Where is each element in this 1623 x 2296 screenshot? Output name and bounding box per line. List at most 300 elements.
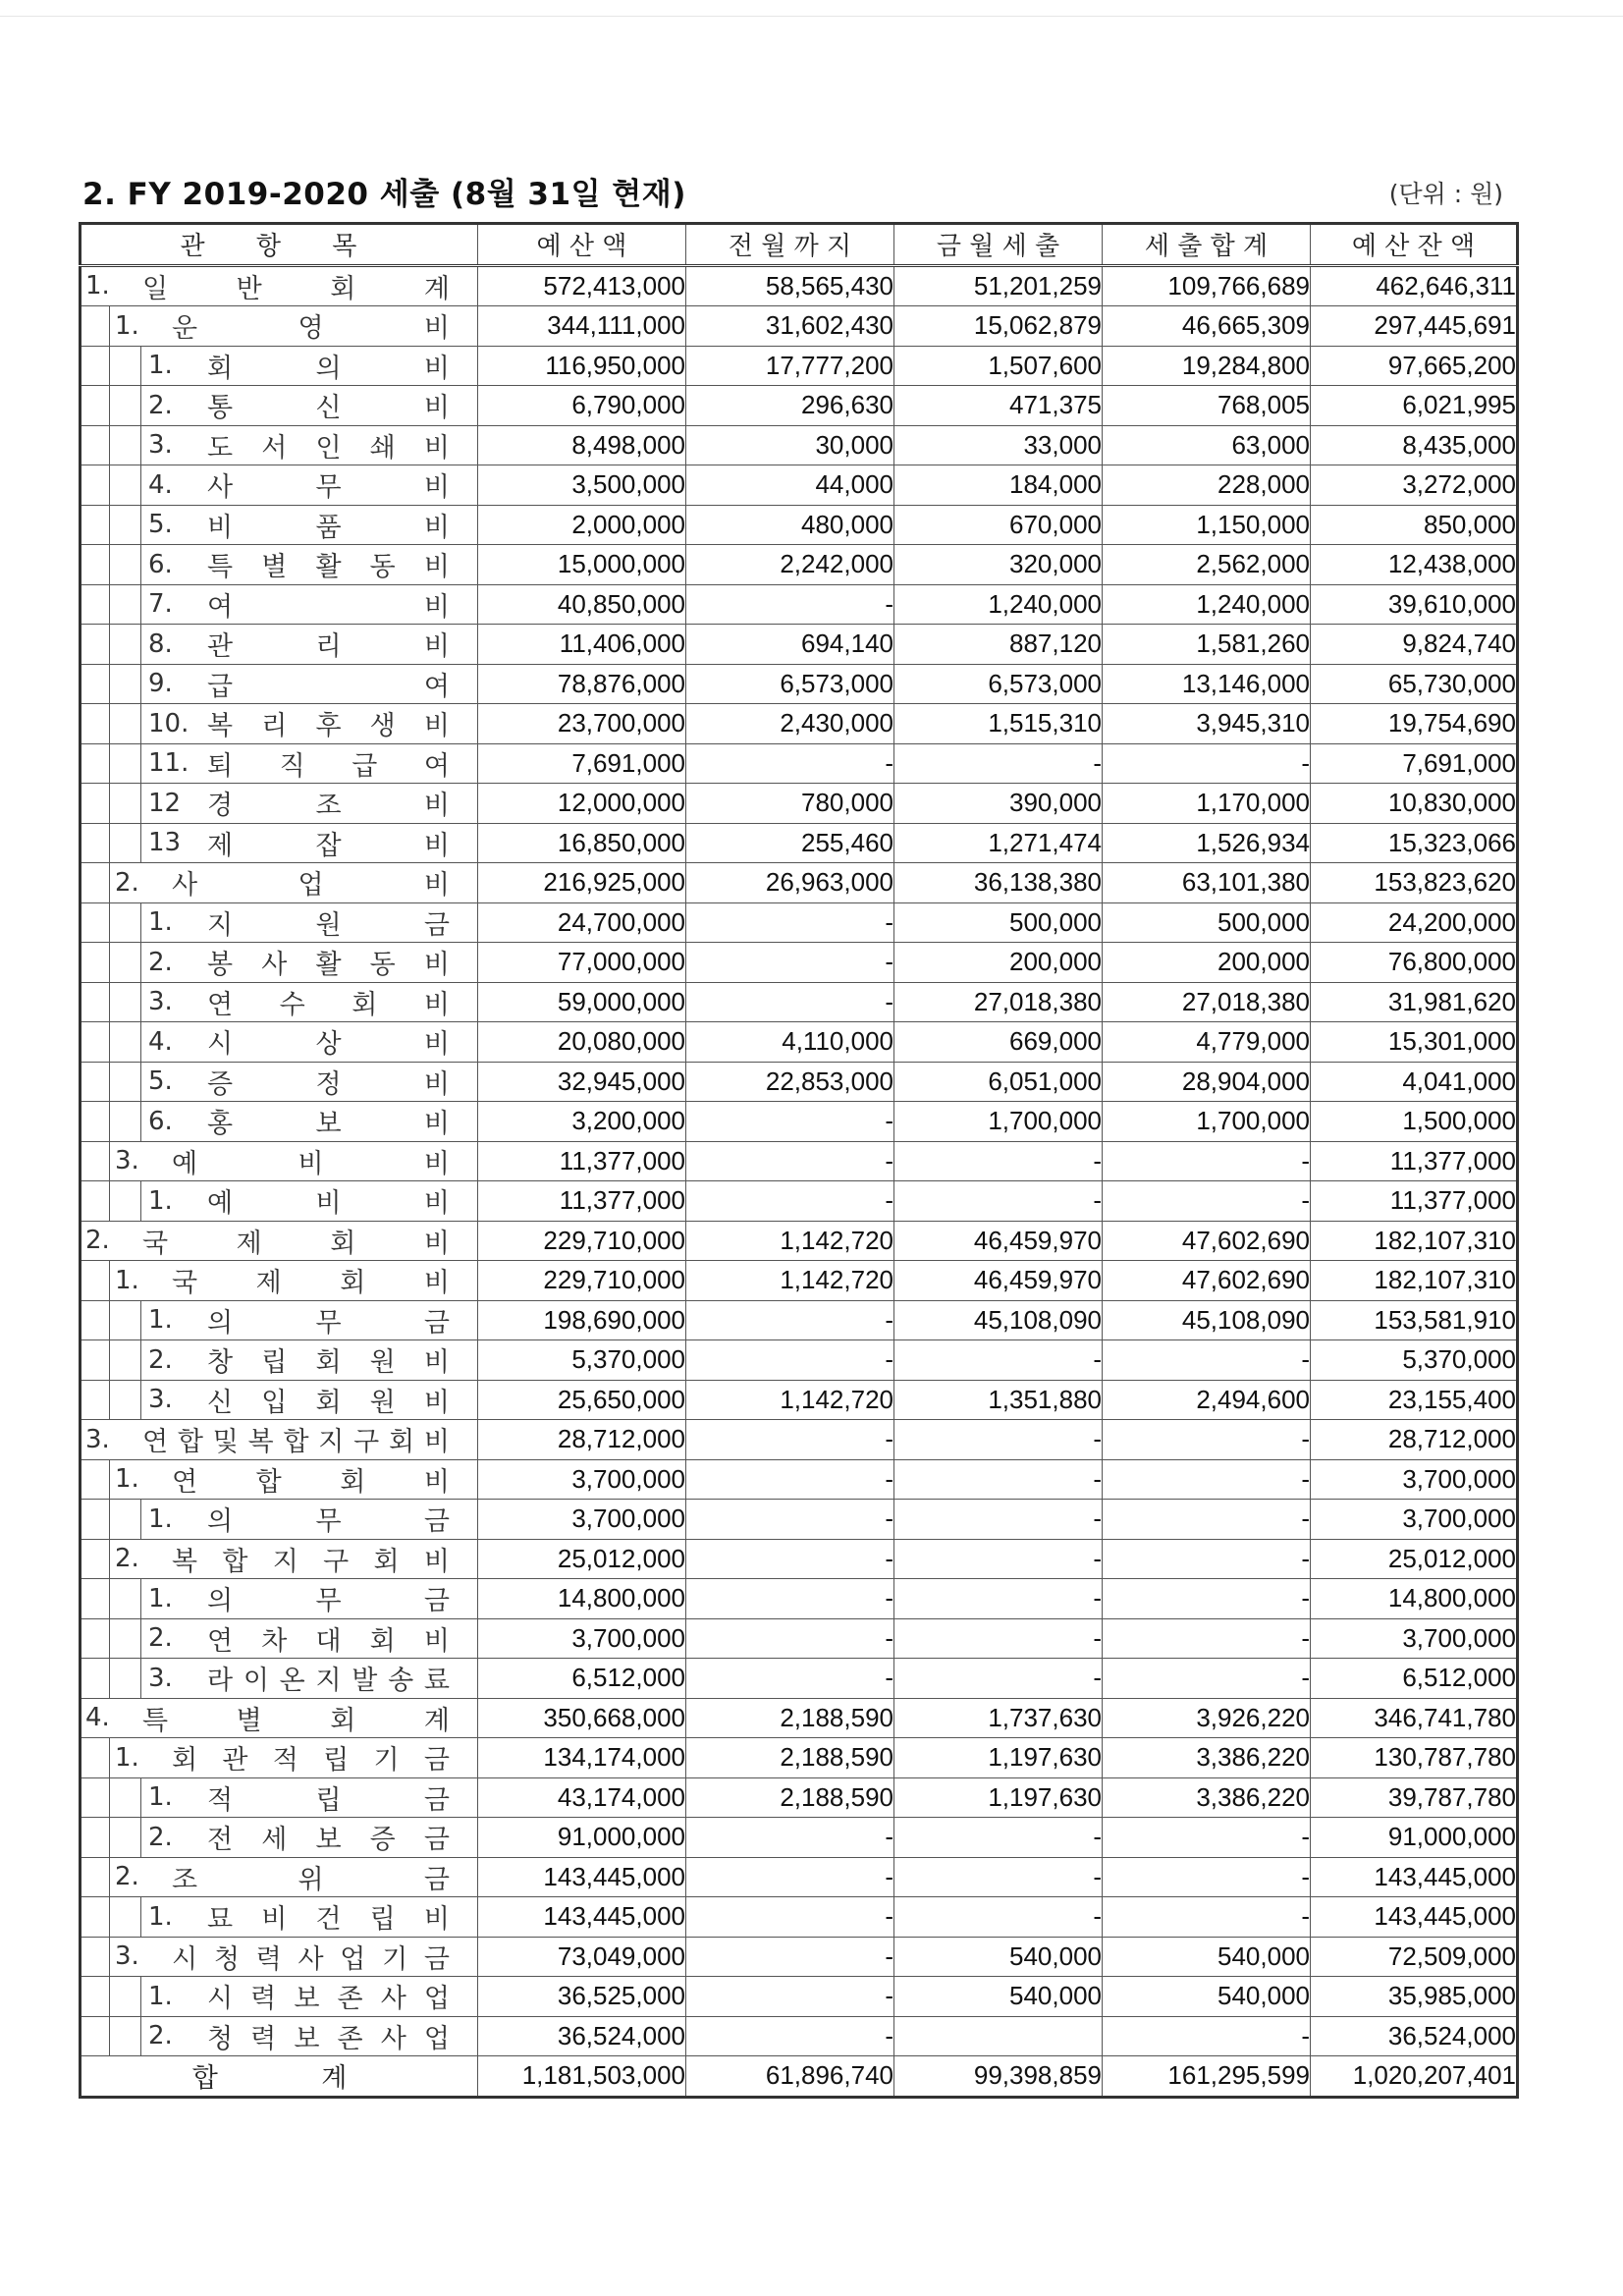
- cell-total: -: [1103, 1579, 1311, 1619]
- cell-budget: 91,000,000: [478, 1818, 686, 1858]
- cell-budget: 3,200,000: [478, 1102, 686, 1142]
- cell-prev: -: [686, 1141, 894, 1181]
- row-category: [81, 306, 478, 347]
- indent-rule: [109, 585, 110, 625]
- cell-prev: -: [686, 982, 894, 1022]
- cell-total: 768,005: [1103, 386, 1311, 426]
- cell-prev: 44,000: [686, 465, 894, 506]
- cell-month: 1,515,310: [894, 704, 1103, 744]
- indent-rule: [109, 1659, 110, 1698]
- table-row: [81, 1141, 1518, 1181]
- cell-total: 63,101,380: [1103, 863, 1311, 903]
- row-name: 통 신 비: [207, 393, 450, 424]
- row-category: [81, 1022, 478, 1063]
- table-row: [81, 784, 1518, 824]
- table-row: [81, 1300, 1518, 1340]
- cell-prev: -: [686, 1897, 894, 1938]
- row-name: 제 잡 비: [207, 830, 450, 861]
- table-row: [81, 863, 1518, 903]
- header-budget: 예 산 액: [478, 224, 686, 266]
- indent-rule: [109, 1301, 110, 1340]
- cell-balance: 143,445,000: [1311, 1897, 1518, 1938]
- cell-month: 46,459,970: [894, 1221, 1103, 1261]
- row-category: [81, 1977, 478, 2017]
- cell-month: -: [894, 1618, 1103, 1659]
- cell-total: 3,386,220: [1103, 1777, 1311, 1818]
- cell-balance: 39,610,000: [1311, 584, 1518, 625]
- indent-rule: [140, 1022, 141, 1062]
- row-name: 회 의 비: [207, 353, 450, 384]
- grand-total-month: 99,398,859: [894, 2056, 1103, 2098]
- cell-month: 45,108,090: [894, 1300, 1103, 1340]
- row-category: [81, 902, 478, 943]
- cell-budget: 11,406,000: [478, 625, 686, 665]
- cell-balance: 3,272,000: [1311, 465, 1518, 506]
- page-edge: [0, 0, 1623, 17]
- cell-month: 540,000: [894, 1977, 1103, 2017]
- indent-rule: [109, 903, 110, 943]
- row-name: 시 청 력 사 업 기 금: [172, 1943, 450, 1975]
- cell-month: 1,351,880: [894, 1380, 1103, 1420]
- row-number: 9.: [148, 669, 173, 699]
- header-balance: 예 산 잔 액: [1311, 224, 1518, 266]
- cell-budget: 7,691,000: [478, 743, 686, 784]
- cell-total: -: [1103, 1659, 1311, 1699]
- table-row: [81, 1102, 1518, 1142]
- indent-rule: [109, 625, 110, 664]
- page-title: 2. FY 2019-2020 세출 (8월 31일 현재): [82, 177, 686, 212]
- row-category: [81, 704, 478, 744]
- row-number: 1.: [85, 271, 110, 301]
- row-number: 3.: [148, 430, 173, 461]
- table-row: [81, 1261, 1518, 1301]
- cell-budget: 36,524,000: [478, 2016, 686, 2056]
- indent-rule: [140, 943, 141, 982]
- table-row: [81, 425, 1518, 465]
- indent-rule: [109, 2017, 110, 2056]
- row-category: [81, 1579, 478, 1619]
- table-row: [81, 1659, 1518, 1699]
- cell-budget: 6,512,000: [478, 1659, 686, 1699]
- row-name: 시 상 비: [207, 1029, 450, 1061]
- expenditure-table: [79, 222, 1519, 2099]
- cell-prev: -: [686, 1977, 894, 2017]
- cell-prev: -: [686, 1857, 894, 1897]
- cell-budget: 28,712,000: [478, 1420, 686, 1460]
- cell-total: -: [1103, 1459, 1311, 1500]
- cell-total: 3,926,220: [1103, 1698, 1311, 1738]
- row-name: 의 무 금: [207, 1506, 450, 1538]
- row-name: 일 반 회 계: [142, 273, 450, 304]
- cell-total: 28,904,000: [1103, 1062, 1311, 1102]
- indent-rule: [140, 585, 141, 625]
- cell-prev: 2,242,000: [686, 545, 894, 585]
- cell-month: 540,000: [894, 1937, 1103, 1977]
- table-row: [81, 306, 1518, 347]
- cell-month: 320,000: [894, 545, 1103, 585]
- cell-balance: 6,512,000: [1311, 1659, 1518, 1699]
- row-name: 복 합 지 구 회 비: [172, 1546, 450, 1577]
- row-name: 특 별 활 동 비: [207, 552, 450, 583]
- indent-rule: [109, 1181, 110, 1221]
- cell-total: -: [1103, 1141, 1311, 1181]
- cell-budget: 14,800,000: [478, 1579, 686, 1619]
- cell-balance: 3,700,000: [1311, 1459, 1518, 1500]
- cell-balance: 346,741,780: [1311, 1698, 1518, 1738]
- table-row: [81, 943, 1518, 983]
- cell-balance: 28,712,000: [1311, 1420, 1518, 1460]
- indent-rule: [140, 784, 141, 823]
- row-number: 1.: [148, 351, 173, 381]
- cell-total: 540,000: [1103, 1977, 1311, 2017]
- indent-rule: [109, 1261, 110, 1300]
- row-name: 신 입 회 원 비: [207, 1387, 450, 1418]
- indent-rule: [109, 824, 110, 863]
- table-row: [81, 704, 1518, 744]
- row-number: 1.: [115, 1742, 139, 1773]
- cell-total: -: [1103, 1818, 1311, 1858]
- indent-rule: [109, 665, 110, 704]
- indent-rule: [140, 1063, 141, 1102]
- row-number: 3.: [148, 987, 173, 1017]
- grand-total-total: 161,295,599: [1103, 2056, 1311, 2098]
- row-name: 의 무 금: [207, 1586, 450, 1617]
- row-number: 2.: [148, 947, 173, 977]
- row-name: 홍 보 비: [207, 1109, 450, 1140]
- row-category: [81, 1340, 478, 1381]
- row-name: 연 차 대 회 비: [207, 1625, 450, 1657]
- table-row: [81, 625, 1518, 665]
- row-number: 1.: [148, 1185, 173, 1216]
- row-number: 5.: [148, 1066, 173, 1097]
- cell-prev: -: [686, 1818, 894, 1858]
- indent-rule: [140, 1619, 141, 1659]
- cell-total: 1,170,000: [1103, 784, 1311, 824]
- indent-rule: [109, 1540, 110, 1579]
- cell-budget: 24,700,000: [478, 902, 686, 943]
- row-number: 1.: [115, 310, 139, 341]
- row-category: [81, 386, 478, 426]
- cell-budget: 59,000,000: [478, 982, 686, 1022]
- indent-rule: [140, 665, 141, 704]
- row-category: [81, 465, 478, 506]
- row-name: 경 조 비: [207, 791, 450, 822]
- table-row: [81, 1380, 1518, 1420]
- cell-total: 19,284,800: [1103, 346, 1311, 386]
- row-category: [81, 1500, 478, 1540]
- cell-prev: -: [686, 1539, 894, 1579]
- cell-month: 46,459,970: [894, 1261, 1103, 1301]
- cell-month: -: [894, 1141, 1103, 1181]
- cell-month: 887,120: [894, 625, 1103, 665]
- cell-month: 33,000: [894, 425, 1103, 465]
- cell-balance: 24,200,000: [1311, 902, 1518, 943]
- row-number: 10.: [148, 708, 189, 738]
- row-name: 예 비 비: [172, 1148, 450, 1179]
- cell-total: 500,000: [1103, 902, 1311, 943]
- indent-rule: [109, 1460, 110, 1500]
- row-category: [81, 1141, 478, 1181]
- grand-total-balance: 1,020,207,401: [1311, 2056, 1518, 2098]
- cell-month: 15,062,879: [894, 306, 1103, 347]
- table-row: [81, 1738, 1518, 1778]
- cell-month: 500,000: [894, 902, 1103, 943]
- row-category: [81, 1777, 478, 1818]
- row-category: [81, 1818, 478, 1858]
- cell-balance: 8,435,000: [1311, 425, 1518, 465]
- cell-budget: 73,049,000: [478, 1937, 686, 1977]
- cell-balance: 11,377,000: [1311, 1141, 1518, 1181]
- row-number: 5.: [148, 510, 173, 540]
- cell-month: -: [894, 1420, 1103, 1460]
- cell-budget: 36,525,000: [478, 1977, 686, 2017]
- indent-rule: [140, 1181, 141, 1221]
- row-name: 운 영 비: [172, 313, 450, 345]
- cell-total: -: [1103, 1857, 1311, 1897]
- row-number: 2.: [148, 1344, 173, 1375]
- cell-month: 390,000: [894, 784, 1103, 824]
- row-category: [81, 943, 478, 983]
- cell-balance: 35,985,000: [1311, 1977, 1518, 2017]
- cell-budget: 5,370,000: [478, 1340, 686, 1381]
- row-name: 조 위 금: [172, 1864, 450, 1895]
- table-row: [81, 2016, 1518, 2056]
- row-number: 1.: [148, 1583, 173, 1613]
- cell-balance: 6,021,995: [1311, 386, 1518, 426]
- row-number: 2.: [115, 867, 139, 898]
- cell-budget: 3,700,000: [478, 1459, 686, 1500]
- cell-prev: 58,565,430: [686, 265, 894, 306]
- cell-budget: 32,945,000: [478, 1062, 686, 1102]
- row-number: 13: [148, 828, 182, 858]
- row-category: [81, 545, 478, 585]
- table-row: [81, 1181, 1518, 1222]
- row-category: [81, 2016, 478, 2056]
- indent-rule: [140, 744, 141, 784]
- cell-budget: 116,950,000: [478, 346, 686, 386]
- cell-month: [894, 2016, 1103, 2056]
- cell-balance: 297,445,691: [1311, 306, 1518, 347]
- row-name: 적 립 금: [207, 1784, 450, 1816]
- row-number: 4.: [148, 1026, 173, 1057]
- row-category: [81, 982, 478, 1022]
- table-row: [81, 545, 1518, 585]
- cell-total: 27,018,380: [1103, 982, 1311, 1022]
- row-number: 1.: [148, 1901, 173, 1932]
- row-category: [81, 1539, 478, 1579]
- header-total: 세 출 합 계: [1103, 224, 1311, 266]
- indent-rule: [140, 347, 141, 386]
- cell-budget: 350,668,000: [478, 1698, 686, 1738]
- row-category: [81, 425, 478, 465]
- row-number: 3.: [115, 1941, 139, 1972]
- indent-rule: [140, 426, 141, 465]
- cell-balance: 143,445,000: [1311, 1857, 1518, 1897]
- row-category: [81, 1459, 478, 1500]
- table-row: [81, 743, 1518, 784]
- table-row: [81, 465, 1518, 506]
- row-number: 7.: [148, 589, 173, 620]
- cell-total: -: [1103, 1340, 1311, 1381]
- cell-budget: 572,413,000: [478, 265, 686, 306]
- cell-month: 670,000: [894, 505, 1103, 545]
- row-category: [81, 1738, 478, 1778]
- row-number: 2.: [148, 1822, 173, 1852]
- row-number: 3.: [148, 1663, 173, 1693]
- header-category: 관 항 목: [81, 224, 478, 266]
- cell-total: 1,150,000: [1103, 505, 1311, 545]
- table-row: [81, 1937, 1518, 1977]
- indent-rule: [109, 943, 110, 982]
- row-number: 3.: [85, 1424, 110, 1454]
- row-category: [81, 1857, 478, 1897]
- row-number: 12: [148, 788, 182, 818]
- cell-budget: 78,876,000: [478, 664, 686, 704]
- indent-rule: [140, 2017, 141, 2056]
- row-number: 1.: [148, 1305, 173, 1336]
- indent-rule: [109, 1102, 110, 1141]
- row-category: [81, 823, 478, 863]
- cell-prev: -: [686, 2016, 894, 2056]
- indent-rule: [109, 1579, 110, 1618]
- cell-budget: 12,000,000: [478, 784, 686, 824]
- cell-balance: 153,581,910: [1311, 1300, 1518, 1340]
- cell-month: 1,197,630: [894, 1777, 1103, 1818]
- table-row: [81, 386, 1518, 426]
- table-row: [81, 1618, 1518, 1659]
- row-name: 사 업 비: [172, 870, 450, 902]
- indent-rule: [140, 1301, 141, 1340]
- grand-total-prev: 61,896,740: [686, 2056, 894, 2098]
- cell-balance: 1,500,000: [1311, 1102, 1518, 1142]
- cell-balance: 850,000: [1311, 505, 1518, 545]
- table-row: [81, 823, 1518, 863]
- cell-balance: 39,787,780: [1311, 1777, 1518, 1818]
- cell-budget: 16,850,000: [478, 823, 686, 863]
- cell-prev: -: [686, 1102, 894, 1142]
- cell-month: 1,271,474: [894, 823, 1103, 863]
- cell-budget: 25,650,000: [478, 1380, 686, 1420]
- row-category: [81, 1698, 478, 1738]
- indent-rule: [140, 1778, 141, 1818]
- cell-total: 109,766,689: [1103, 265, 1311, 306]
- cell-total: -: [1103, 2016, 1311, 2056]
- cell-prev: 2,430,000: [686, 704, 894, 744]
- indent-rule: [109, 465, 110, 505]
- cell-month: -: [894, 1818, 1103, 1858]
- table-row: [81, 982, 1518, 1022]
- row-name: 의 무 금: [207, 1307, 450, 1339]
- cell-balance: 11,377,000: [1311, 1181, 1518, 1222]
- row-category: [81, 1618, 478, 1659]
- cell-prev: 255,460: [686, 823, 894, 863]
- cell-budget: 77,000,000: [478, 943, 686, 983]
- cell-total: 200,000: [1103, 943, 1311, 983]
- indent-rule: [140, 386, 141, 425]
- indent-rule: [140, 625, 141, 664]
- indent-rule: [140, 1659, 141, 1698]
- cell-budget: 3,700,000: [478, 1500, 686, 1540]
- cell-prev: -: [686, 1340, 894, 1381]
- table-row: [81, 346, 1518, 386]
- indent-rule: [140, 983, 141, 1022]
- cell-total: -: [1103, 1181, 1311, 1222]
- cell-prev: 780,000: [686, 784, 894, 824]
- table-row: [81, 1977, 1518, 2017]
- cell-prev: -: [686, 902, 894, 943]
- cell-prev: -: [686, 743, 894, 784]
- row-category: [81, 1300, 478, 1340]
- row-name: 묘 비 건 립 비: [207, 1904, 450, 1936]
- cell-month: 51,201,259: [894, 265, 1103, 306]
- table-row: [81, 664, 1518, 704]
- row-name: 시 력 보 존 사 업: [207, 1984, 450, 2015]
- cell-prev: 17,777,200: [686, 346, 894, 386]
- cell-total: 1,700,000: [1103, 1102, 1311, 1142]
- row-category: [81, 1420, 478, 1460]
- row-name: 봉 사 활 동 비: [207, 950, 450, 981]
- cell-total: -: [1103, 1618, 1311, 1659]
- table-row: [81, 1221, 1518, 1261]
- row-name: 지 원 금: [207, 909, 450, 941]
- row-number: 11.: [148, 748, 189, 779]
- row-category: [81, 505, 478, 545]
- indent-rule: [109, 306, 110, 346]
- cell-total: -: [1103, 1897, 1311, 1938]
- row-category: [81, 346, 478, 386]
- cell-prev: 2,188,590: [686, 1698, 894, 1738]
- row-number: 2.: [148, 1623, 173, 1654]
- row-category: [81, 784, 478, 824]
- cell-month: 200,000: [894, 943, 1103, 983]
- row-category: [81, 1659, 478, 1699]
- cell-prev: 296,630: [686, 386, 894, 426]
- cell-month: 1,507,600: [894, 346, 1103, 386]
- row-number: 1.: [148, 1782, 173, 1813]
- row-name: 복 리 후 생 비: [207, 711, 450, 742]
- cell-total: 63,000: [1103, 425, 1311, 465]
- cell-balance: 130,787,780: [1311, 1738, 1518, 1778]
- indent-rule: [140, 1897, 141, 1937]
- row-number: 6.: [148, 1106, 173, 1136]
- cell-balance: 25,012,000: [1311, 1539, 1518, 1579]
- indent-rule: [109, 863, 110, 902]
- cell-balance: 91,000,000: [1311, 1818, 1518, 1858]
- cell-total: 3,386,220: [1103, 1738, 1311, 1778]
- indent-rule: [140, 1381, 141, 1420]
- cell-prev: 22,853,000: [686, 1062, 894, 1102]
- table-row: [81, 1062, 1518, 1102]
- row-name: 급 여: [207, 671, 450, 702]
- cell-balance: 182,107,310: [1311, 1221, 1518, 1261]
- indent-rule: [109, 1818, 110, 1857]
- cell-balance: 4,041,000: [1311, 1062, 1518, 1102]
- row-category: [81, 584, 478, 625]
- row-name: 국 제 회 비: [142, 1228, 450, 1259]
- indent-rule: [109, 1619, 110, 1659]
- row-name: 비 품 비: [207, 512, 450, 543]
- row-name: 연 합 회 비: [172, 1466, 450, 1498]
- table-row: [81, 1698, 1518, 1738]
- cell-balance: 36,524,000: [1311, 2016, 1518, 2056]
- cell-month: -: [894, 1459, 1103, 1500]
- row-category: [81, 743, 478, 784]
- table-row: [81, 1897, 1518, 1938]
- row-number: 1.: [148, 1503, 173, 1534]
- cell-budget: 229,710,000: [478, 1221, 686, 1261]
- table-row: [81, 1579, 1518, 1619]
- cell-prev: 1,142,720: [686, 1261, 894, 1301]
